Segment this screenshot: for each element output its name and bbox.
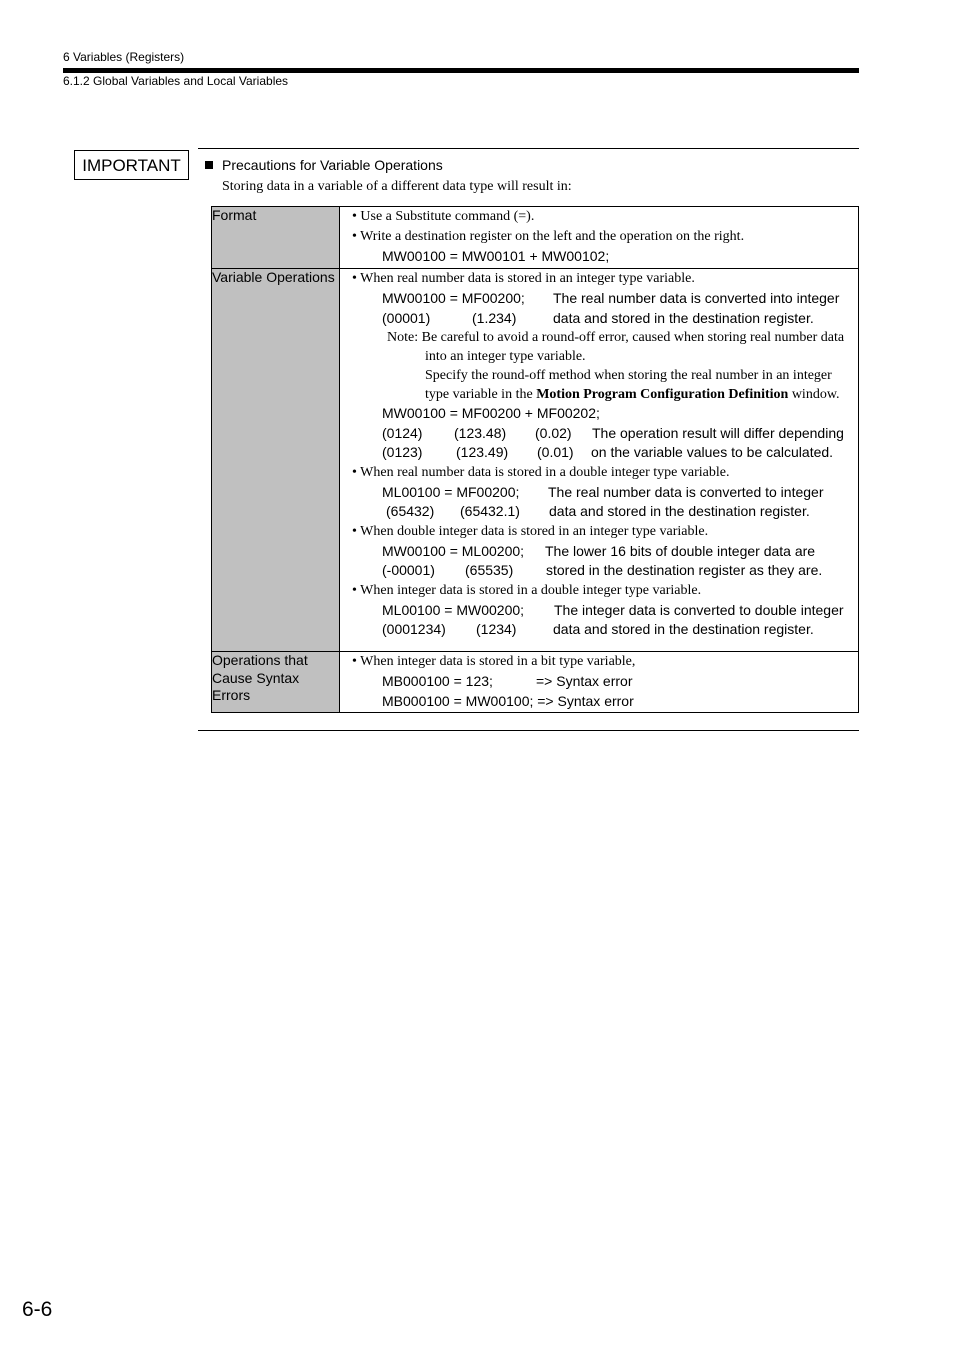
header-rule xyxy=(63,68,859,73)
precautions-table xyxy=(211,206,859,713)
addition-code-line: MW00100 = MF00200 + MF00202; xyxy=(382,405,600,421)
section-header: 6.1.2 Global Variables and Local Variables xyxy=(63,74,289,88)
dint-to-int-code-line: MW00100 = ML00200; The lower 16 bits of double integer data are xyxy=(382,542,816,559)
round-off-note-1: Note: Be careful to avoid a round-off error, caused when storing real number data xyxy=(387,330,845,345)
important-bottom-rule xyxy=(198,730,859,731)
round-off-note-2: into an integer type variable. xyxy=(425,349,586,364)
dint-to-int-values-line: (-00001) (65535) stored in the destination register as they are. xyxy=(382,562,823,578)
important-label: IMPORTANT xyxy=(74,150,189,180)
int-to-dint-bullet: • When integer data is stored in a double integer type variable. xyxy=(352,582,702,598)
syntax-error-line-1: MB000100 = 123; => Syntax error xyxy=(382,673,633,689)
syntax-errors-bullet: • When integer data is stored in a bit type variable, xyxy=(352,654,636,669)
int-to-dint-values-line: (0001234) (1234) data and stored in the destination register. xyxy=(382,621,814,637)
real-to-int-value-a: (00001) xyxy=(382,309,431,326)
syntax-errors-content xyxy=(340,652,859,713)
real-to-dint-values-line: (65432) (65432.1) data and stored in the destination register. xyxy=(386,503,810,519)
real-to-int-code-line xyxy=(340,289,858,309)
format-bullet-1: • Use a Substitute command (=). xyxy=(352,209,535,224)
format-label: Format xyxy=(212,207,340,269)
round-off-note-4: type variable in the Motion Program Configuration Definition window. xyxy=(425,387,840,402)
format-content xyxy=(340,207,859,269)
variable-operations-content xyxy=(340,269,859,652)
real-to-int-value-b: (1.234) xyxy=(472,309,517,326)
real-to-int-code: MW00100 = MF00200; xyxy=(382,290,525,306)
chapter-header: 6 Variables (Registers) xyxy=(63,50,185,64)
addition-values-line-1: (0124) (123.48) (0.02) The operation result will differ depending xyxy=(382,424,844,441)
real-to-int-bullet: • When real number data is stored in an integer type variable. xyxy=(352,271,695,286)
syntax-error-line-2: MB000100 = MW00100; => Syntax error xyxy=(382,692,634,709)
table-row-syntax-errors xyxy=(212,652,859,713)
table-row-format xyxy=(212,207,859,269)
variable-operations-label: Variable Operations xyxy=(212,269,340,652)
format-code: MW00100 = MW00101 + MW00102; xyxy=(382,248,610,264)
config-definition-window-name: Motion Program Configuration Definition xyxy=(536,387,789,402)
addition-values-line-2: (0123) (123.49) (0.01) on the variable values to be calculated. xyxy=(382,444,834,460)
round-off-note-3: Specify the round-off method when storing the real number in an integer xyxy=(425,368,832,383)
precautions-title xyxy=(205,157,443,173)
real-to-int-desc-1: The real number data is converted into integer xyxy=(553,290,840,306)
real-to-int-desc-2: data and stored in the destination register. xyxy=(553,309,814,326)
format-bullet-2: • Write a destination register on the left and the operation on the right. xyxy=(352,229,745,244)
precautions-title-text: Precautions for Variable Operations xyxy=(222,157,443,173)
important-top-rule xyxy=(198,148,859,149)
real-to-int-values-line xyxy=(340,309,858,329)
int-to-dint-code-line: ML00100 = MW00200; The integer data is converted to double integer xyxy=(382,601,844,618)
square-bullet-icon xyxy=(205,161,213,169)
precautions-intro: Storing data in a variable of a different data type will result in: xyxy=(222,179,572,194)
dint-to-int-bullet: • When double integer data is stored in an integer type variable. xyxy=(352,523,709,539)
table-row-variable-operations xyxy=(212,269,859,652)
real-to-dint-code-line: ML00100 = MF00200; The real number data is converted to integer xyxy=(382,483,824,500)
syntax-errors-label: Operations that Cause Syntax Errors xyxy=(212,652,340,713)
real-to-dint-bullet: • When real number data is stored in a double integer type variable. xyxy=(352,464,730,480)
page-number: 6-6 xyxy=(22,1298,53,1321)
